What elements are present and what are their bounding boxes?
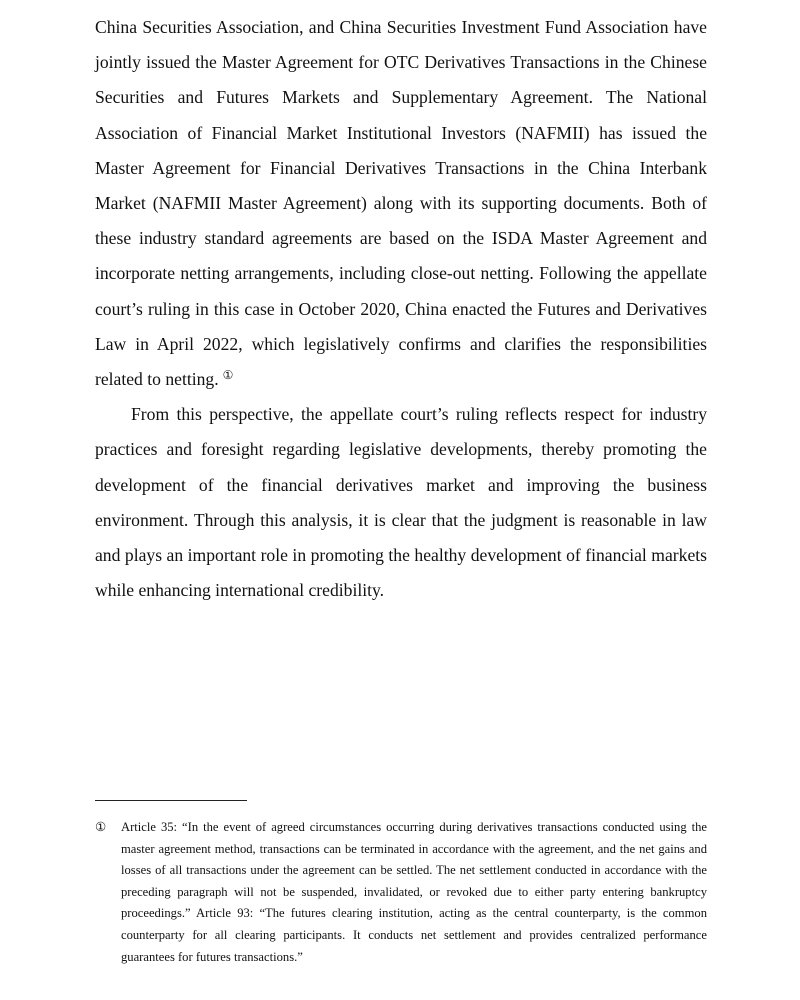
footnote-marker: ① [95,820,107,834]
body-paragraph-2: From this perspective, the appellate court’s ruling reflects respect for industry practices and foresight regarding legislative developments, thereby promoting the development of the financial derivatives market and improving the business environment. Through this analysis, it is clear that the judgment is reasonable in law and plays an important role in promoting the healthy development of financial markets while enhancing international credibility. [95,404,707,601]
footnote-text: Article 35: “In the event of agreed circumstances occurring during derivatives transactions conducted using the master agreement method, transactions can be terminated in accordance with the agreement, and the net gains and losses of all transactions under the agreement can be settled. The net settlement conducted in accordance with the preceding paragraph will not be suspended, invalidated, or revoked due to either party entering bankruptcy proceedings.” Article 93: “The futures clearing institution, acting as the central counterparty, is the common counterparty for all clearing participants. It conducts net settlement and provides centralized performance guarantees for futures transactions.” [121,820,707,964]
footnote [95,817,707,968]
body-text [95,10,707,608]
paragraph-1-text: China Securities Association, and China Securities Investment Fund Association have jointly issued the Master Agreement for OTC Derivatives Transactions in the Chinese Securities and Futures Markets and Supplementary Agreement. The National Association of Financial Market Institutional Investors (NAFMII) has issued the Master Agreement for Financial Derivatives Transactions in the China Interbank Market (NAFMII Master Agreement) along with its supporting documents. Both of these industry standard agreements are based on the ISDA Master Agreement and incorporate netting arrangements, including close-out netting. Following the appellate court’s ruling in this case in October 2020, China enacted the Futures and Derivatives Law in April 2022, which legislatively confirms and clarifies the responsibilities related to netting. [95,17,707,390]
footnote-divider [95,800,247,801]
footnote-reference[interactable]: ① [222,368,234,383]
body-paragraph-1 [95,10,707,397]
